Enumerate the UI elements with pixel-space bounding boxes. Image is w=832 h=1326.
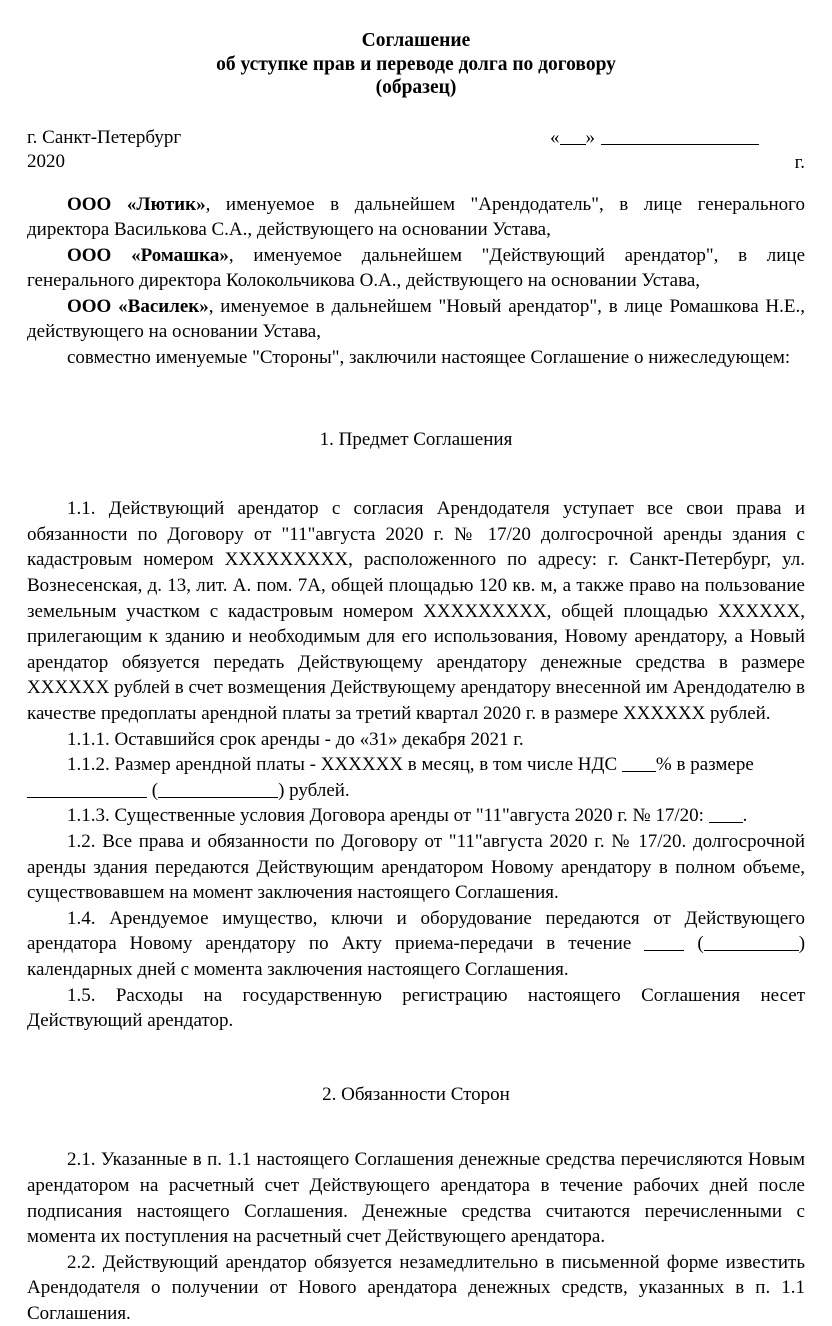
spacer-before-parties — [27, 174, 805, 192]
title-line-3: (образец) — [375, 77, 457, 98]
handover-days-words-blank[interactable] — [704, 936, 799, 951]
clause-1-5: 1.5. Расходы на государственную регистрацию настоящего Соглашения несет Действующий арендатор. — [27, 984, 805, 1032]
clause-1-1-3 — [27, 803, 805, 829]
year-label: 2020 — [27, 150, 65, 172]
joint-parties-clause: совместно именуемые "Стороны", заключили настоящее Соглашение о нижеследующем: — [67, 347, 791, 369]
section-1-heading: 1. Предмет Соглашения — [319, 428, 513, 450]
document-title — [27, 29, 805, 100]
party-paragraph-2 — [27, 243, 805, 294]
party-2-rest: , именуемое дальнейшем "Действующий арендатор", в лице генерального директора Колокольчикова О.А., действующего на основании Устава, — [27, 244, 806, 292]
essential-terms-blank[interactable] — [709, 808, 743, 823]
party-paragraph-3 — [27, 294, 805, 345]
spacer-before-section-1 — [27, 371, 805, 427]
clause-1-1-2-text-c: ) рублей. — [278, 779, 350, 801]
clause-1-2: 1.2. Все права и обязанности по Договору от "11"августа 2020 г. № 17/20. долгосрочной аренды здания передаются Действующим арендатором Новому арендатору в полном объеме, существовавшем на момент заключения настоящего Соглашения. — [27, 830, 805, 904]
title-line-1: Соглашение — [361, 30, 471, 51]
clause-1-1-3-text-b: . — [742, 805, 748, 827]
clause-1-1: 1.1. Действующий арендатор с согласия Арендодателя уступает все свои права и обязанности по Договору от "11"августа 2020 г. № 17/20 долгосрочной аренды здания с кадастровым номером ХХХХХХХХХ, расположенного по адресу: г. Санкт-Петербург, ул. Вознесенская, д. 13, лит. А. пом. 7А, общей площадью 120 кв. м, а также право на пользование земельным участком с кадастровым номером ХХХХХХХХХ, общей площадью ХХХХХХ, прилегающим к зданию и необходимым для его использования, Новому арендатору, а Новый арендатор обязуется передать Действующему арендатору денежные средства в размере ХХХХХХ рублей в счет возмещения Действующему арендатору внесенной им Арендодателю в качестве предоплаты арендной платы за третий квартал 2020 г. в размере ХХХХХХ рублей. — [27, 498, 805, 724]
date-year-suffix: г. — [794, 151, 805, 173]
spacer-after-section-2-heading — [27, 1107, 805, 1147]
date-month-year-blank[interactable] — [601, 129, 759, 145]
date-quote-close: » — [585, 126, 595, 148]
party-3-rest: , именуемое в дальнейшем "Новый арендатор", в лице Ромашкова Н.Е., действующего на основании Устава, — [27, 295, 805, 343]
date-day-line — [550, 126, 805, 150]
clause-1-4-paren-close: ) — [798, 933, 806, 955]
date-quote-open: « — [550, 126, 560, 148]
clause-1-4-text-d: календарных дней с момента заключения настоящего Соглашения. — [27, 958, 569, 980]
document-body — [27, 0, 805, 1326]
spacer-before-section-2 — [27, 1034, 805, 1082]
section-2-heading: 2. Обязанности Сторон — [322, 1083, 510, 1105]
party-paragraph-1 — [27, 192, 805, 243]
vat-amount-digits-blank[interactable] — [27, 783, 147, 798]
clause-1-4 — [27, 906, 805, 983]
clause-1-1-2-text-b: % в размере — [655, 754, 754, 776]
clause-1-4-text-a: 1.4. Арендуемое имущество, ключи и оборудование передаются от Действующего арендатора Новому арендатору по Акту приема-передачи в течение — [27, 907, 805, 955]
party-3-org-name: «Василек» — [118, 295, 209, 317]
party-3-org-type: ООО — [67, 295, 112, 317]
clause-1-1-2-text-a: 1.1.2. Размер арендной платы - ХХХХХХ в месяц, в том числе НДС — [67, 754, 618, 776]
handover-days-digits-blank[interactable] — [644, 936, 684, 951]
party-1-org-name: «Лютик» — [126, 193, 206, 215]
clause-1-1-3-text-a: 1.1.3. Существенные условия Договора аренды от "11"августа 2020 г. № 17/20: — [67, 805, 704, 827]
clause-1-4-paren-open: ( — [697, 933, 704, 955]
city-label: г. Санкт-Петербург — [27, 126, 182, 148]
party-2-org-type: ООО — [67, 244, 112, 266]
vat-percent-blank[interactable] — [622, 757, 656, 772]
party-1-org-type: ООО — [67, 193, 112, 215]
clause-1-1-1: 1.1.1. Оставшийся срок аренды - до «31» декабря 2021 г. — [67, 728, 524, 750]
clause-2-2: 2.2. Действующий арендатор обязуется незамедлительно в письменной форме известить Арендодателя о получении от Нового арендатора денежных средств, указанных в п. 1.1 Соглашения. — [27, 1251, 805, 1324]
clause-1-1-2: 1.1.2. Размер арендной платы - ХХХХХХ в месяц, в том числе НДС % в размере ( ) рублей. — [27, 752, 805, 803]
party-1-rest: , именуемое в дальнейшем "Арендодатель", в лице генерального директора Василькова С.А., действующего на основании Устава, — [27, 193, 805, 241]
place-and-date-row — [27, 126, 805, 174]
vat-amount-words-blank[interactable] — [158, 783, 278, 798]
clause-2-1: 2.1. Указанные в п. 1.1 настоящего Соглашения денежные средства перечисляются Новым арендатором на расчетный счет Действующего арендатора в течение рабочих дней после подписания настоящего Соглашения. Денежные средства считаются перечисленными с момента их поступления на расчетный счет Действующего арендатора. — [27, 1149, 805, 1248]
title-line-2: об уступке прав и переводе долга по договору — [216, 53, 616, 75]
place-block — [27, 126, 357, 174]
party-2-org-name: «Ромашка» — [131, 244, 229, 266]
date-block — [550, 126, 805, 175]
date-day-blank[interactable] — [560, 129, 586, 145]
spacer-after-section-1-heading — [27, 452, 805, 496]
